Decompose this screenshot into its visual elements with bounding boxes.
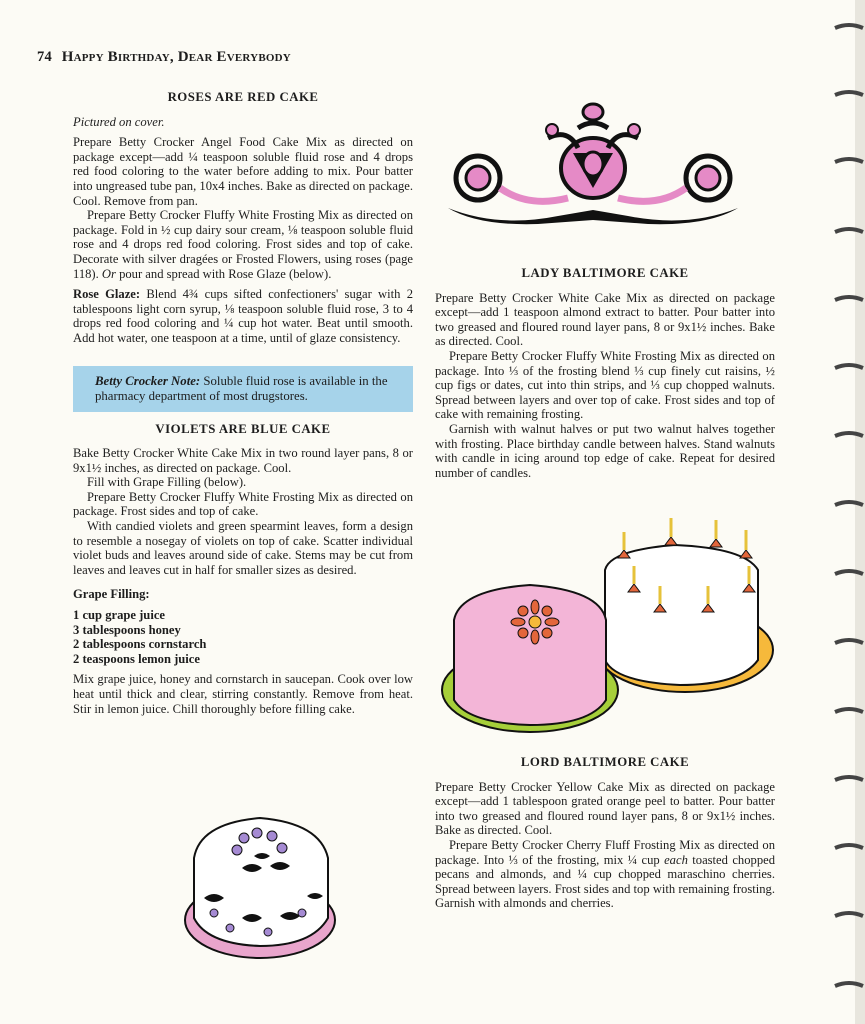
chapter-title: Happy Birthday, Dear Everybody bbox=[61, 49, 291, 65]
rose-glaze-text: Blend 4¾ cups sifted confectioners' sugar with 2 tablespoons light corn syrup, ⅛ teaspoon soluble fluid rose, 3 to 4 drops red food coloring and ¼ cup hot water. Beat until smooth. Add hot water, one teaspoon at a time, until of glaze consistency. bbox=[73, 287, 413, 345]
grape-filling-title: Grape Filling: bbox=[73, 587, 150, 602]
lady-paragraph-3: Garnish with walnut halves or put two walnut halves together with frosting. Place birthday candle between halves. Stand walnuts with candle in icing around top edge of cake. Repeat for desired number of candles. bbox=[435, 421, 775, 480]
ingredient: 1 cup grape juice bbox=[73, 608, 165, 623]
lady-paragraph-1: Prepare Betty Crocker White Cake Mix as directed on package except—add 1 teaspoon almond extract to batter. Pour batter into two greased and floured round layer pans, 8 or 9x1½ inches. Bake as directed. Cool. bbox=[435, 290, 775, 349]
right-column-lower bbox=[435, 755, 775, 911]
violets-paragraph-4: With candied violets and green spearmint leaves, form a design to resemble a nosegay of violets on top of cake. Scatter individual violet buds and leaves around side of cake. Stems may be cut from leaves and leaves cut in half for smaller sizes as desired. bbox=[73, 519, 413, 577]
running-header bbox=[37, 49, 291, 66]
grape-filling-method: Mix grape juice, honey and cornstarch in saucepan. Cook over low heat until thick and clear, stirring constantly. Remove from heat. Stir in lemon juice. Chill thoroughly before filling cake. bbox=[73, 672, 413, 716]
lord-p2-each: each bbox=[664, 852, 688, 867]
roses-paragraph-1: Prepare Betty Crocker Angel Food Cake Mix as directed on package except—add ¼ teaspoon soluble fluid rose and 4 drops red food coloring to the water before adding to mix. Pour batter into ungreased tube pan, 10x4 inches. Bake as directed on package. Cool. Remove from pan. bbox=[73, 135, 413, 208]
lady-paragraph-2: Prepare Betty Crocker Fluffy White Frosting Mix as directed on package. Into ⅓ of the frosting blend ⅓ cup finely cut raisins, ½ cup figs or dates, cut into thin strips, and ⅓ cup chopped walnuts. Spread between layers and over top of cake. Frost sides and top of cake with remaining frosting. bbox=[435, 348, 775, 422]
ingredient: 2 teaspoons lemon juice bbox=[73, 651, 200, 666]
note-label: Betty Crocker Note: bbox=[95, 373, 201, 388]
violets-title: VIOLETS ARE BLUE CAKE bbox=[155, 421, 331, 436]
lady-and-lord-baltimore-cakes-illustration bbox=[440, 510, 775, 735]
lord-p2-text: Prepare Betty Crocker Cherry Fluff Frosting Mix as directed on package. Into ⅓ of the frosting, mix ¼ cup bbox=[435, 837, 775, 867]
lord-baltimore-title: LORD BALTIMORE CAKE bbox=[520, 755, 690, 769]
left-column bbox=[73, 90, 413, 716]
violets-paragraph-1: Bake Betty Crocker White Cake Mix in two round layer pans, 8 or 9x1½ inches, as directed on package. Cool. bbox=[73, 446, 413, 475]
ingredient: 3 tablespoons honey bbox=[73, 622, 181, 637]
betty-crocker-note bbox=[73, 366, 413, 412]
note-text: Soluble fluid rose is available in the pharmacy department of most drugstores. bbox=[95, 373, 388, 403]
folk-ornament-illustration bbox=[428, 98, 758, 238]
roses-title: ROSES ARE RED CAKE bbox=[167, 90, 319, 104]
lord-paragraph-1: Prepare Betty Crocker Yellow Cake Mix as directed on package except—add 1 tablespoon grated orange peel to batter. Pour batter into two greased and floured round layer pans, 8 or 9x1½ inches. Bake as directed. Cool. bbox=[435, 779, 775, 838]
spiral-binding bbox=[815, 0, 865, 1024]
ingredient: 2 tablespoons cornstarch bbox=[73, 637, 207, 652]
lord-p2-text-end: toasted chopped pecans and almonds, and ¼ cup chopped maraschino cherries. Spread between layers. Frost sides and top with remaining frosting. Garnish with almonds and cherries. bbox=[435, 852, 775, 911]
violets-are-blue-cake-illustration bbox=[182, 808, 337, 963]
rose-glaze bbox=[73, 287, 413, 345]
ingredient-list bbox=[73, 608, 413, 666]
page-number: 74 bbox=[37, 49, 52, 65]
lord-paragraph-2 bbox=[435, 838, 775, 911]
roses-p2-text: Prepare Betty Crocker Fluffy White Frosting Mix as directed on package. Fold in ½ cup dairy sour cream, ⅛ teaspoon soluble fluid rose and 4 drops red food coloring. Frost sides and top of cake. Decorate with silver dragées or Frosted Flowers, using roses (page 118). bbox=[73, 208, 413, 281]
roses-pictured: Pictured on cover. bbox=[73, 114, 165, 129]
roses-p2-text-end: pour and spread with Rose Glaze (below). bbox=[115, 266, 332, 281]
roses-paragraph-2 bbox=[73, 208, 413, 281]
violets-paragraph-3: Prepare Betty Crocker Fluffy White Frosting Mix as directed on package. Frost sides and top of cake. bbox=[73, 489, 413, 519]
roses-p2-or: Or bbox=[101, 266, 116, 281]
right-column bbox=[435, 266, 775, 480]
lady-baltimore-title: LADY BALTIMORE CAKE bbox=[521, 266, 689, 280]
violets-paragraph-2: Fill with Grape Filling (below). bbox=[87, 475, 247, 490]
rose-glaze-label: Rose Glaze: bbox=[73, 287, 141, 302]
